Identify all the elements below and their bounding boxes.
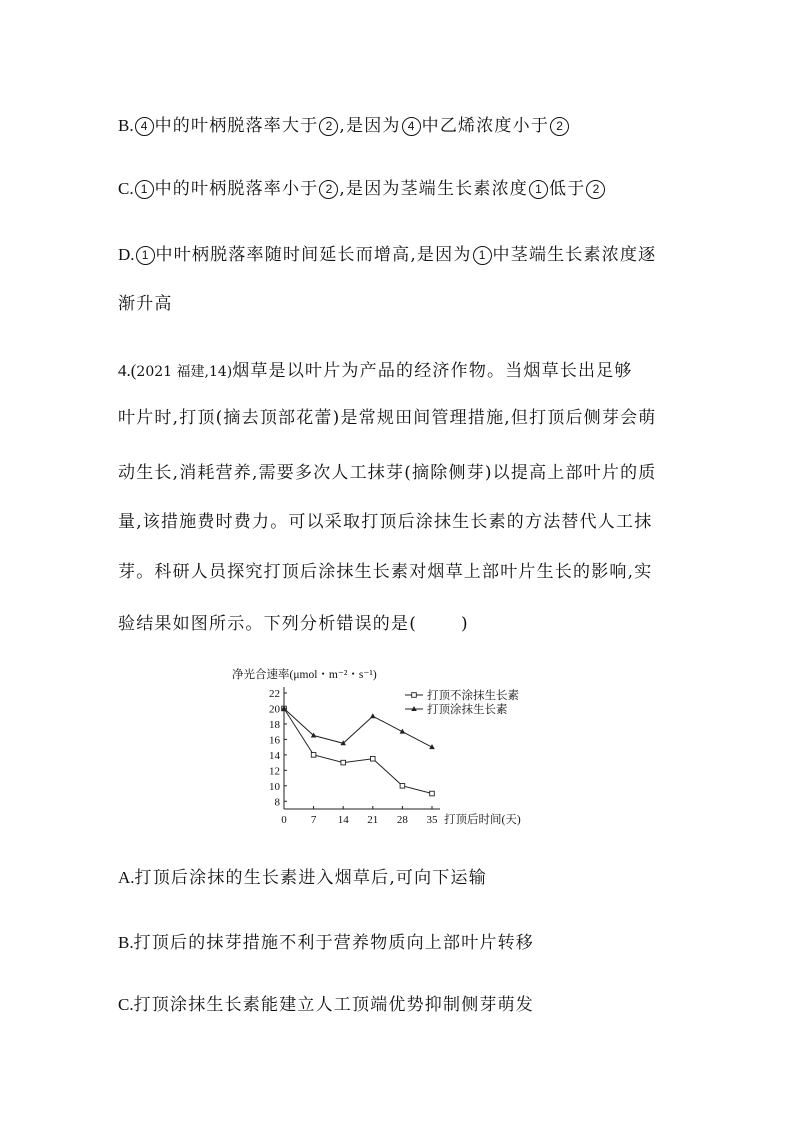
x-tick-label: 28 [396, 814, 408, 826]
series-line [284, 708, 432, 793]
data-point [400, 784, 405, 789]
line-chart [230, 662, 540, 827]
question-4-line-3: 动生长,消耗营养,需要多次人工抹芽(摘除侧芽)以提高上部叶片的质 [118, 463, 657, 483]
answer-c [118, 990, 534, 1015]
option-text: 中的叶柄脱落率小于 [154, 179, 319, 199]
y-tick-label: 20 [269, 703, 280, 716]
x-tick-label: 7 [310, 814, 317, 826]
option-b [118, 111, 570, 136]
option-text: ,是因为 [339, 116, 401, 136]
answer-text: 打顶后的抹芽措施不利于营养物质向上部叶片转移 [133, 933, 534, 953]
data-point [430, 791, 435, 796]
answer-label: B. [118, 933, 134, 952]
question-text: ) [461, 614, 469, 634]
data-point [370, 713, 376, 718]
y-tick-label: 18 [269, 718, 280, 731]
answer-text: 打顶涂抹生长素能建立人工顶端优势抑制侧芽萌发 [133, 995, 534, 1015]
y-tick-label: 10 [269, 780, 280, 793]
y-axis-title: 净光合速率(μmol・m⁻²・s⁻¹) [232, 669, 377, 681]
data-point [311, 753, 316, 758]
x-tick-label: 14 [337, 814, 349, 826]
answer-label: A. [118, 868, 135, 887]
answer-b [118, 928, 534, 953]
option-text: 低于 [549, 179, 586, 199]
question-4-line-2: 叶片时,打顶(摘去顶部花蕾)是常规田间管理措施,但打顶后侧芽会萌 [118, 408, 657, 428]
y-tick-label: 16 [269, 734, 280, 747]
question-text: 烟草是以叶片为产品的经济作物。当烟草长出足够 [232, 361, 633, 381]
option-d [118, 240, 656, 265]
answer-label: C. [118, 995, 134, 1014]
x-tick-label: 35 [426, 814, 438, 826]
legend-label: 打顶涂抹生长素 [427, 704, 508, 716]
circled-number: 1 [136, 246, 155, 265]
circled-number: 4 [402, 117, 421, 136]
legend-marker [412, 693, 417, 698]
option-c [118, 174, 606, 199]
question-source: 2021 福建,14) [136, 364, 233, 380]
circled-number: 2 [586, 180, 605, 199]
question-number: 4.( [118, 361, 137, 380]
circled-number: 2 [319, 180, 338, 199]
x-axis-title: 打顶后时间(天) [444, 814, 521, 826]
option-text: 中茎端生长素浓度逐 [492, 245, 657, 265]
data-point [341, 760, 346, 765]
option-label: D. [118, 245, 135, 264]
y-tick-label: 22 [269, 688, 280, 700]
circled-number: 2 [319, 117, 338, 136]
circled-number: 1 [135, 180, 154, 199]
option-text: 中乙烯浓度小于 [421, 116, 550, 136]
question-4-line-5: 芽。科研人员探究打顶后涂抹生长素对烟草上部叶片生长的影响,实 [118, 562, 653, 582]
y-tick-label: 14 [269, 749, 280, 762]
circled-number: 4 [135, 117, 154, 136]
option-label: C. [118, 179, 134, 198]
y-tick-label: 8 [274, 796, 280, 809]
y-tick-label: 12 [269, 765, 280, 778]
data-point [371, 756, 376, 761]
question-4-line-6 [118, 609, 469, 634]
option-text: 中的叶柄脱落率大于 [154, 116, 319, 136]
option-d-continued: 渐升高 [118, 294, 173, 314]
legend-label: 打顶不涂抹生长素 [427, 690, 519, 702]
x-tick-label: 0 [281, 814, 287, 826]
option-text: ,是因为茎端生长素浓度 [339, 179, 529, 199]
series-line [284, 708, 432, 747]
x-tick-label: 21 [367, 814, 379, 826]
option-label: B. [118, 116, 134, 135]
question-text: 验结果如图所示。下列分析错误的是( [118, 614, 418, 634]
answer-text: 打顶后涂抹的生长素进入烟草后,可向下运输 [134, 868, 487, 888]
circled-number: 1 [473, 246, 492, 265]
question-4-line-1 [118, 356, 633, 381]
circled-number: 1 [529, 180, 548, 199]
circled-number: 2 [550, 117, 569, 136]
option-text: 中叶柄脱落率随时间延长而增高,是因为 [155, 245, 472, 265]
question-4-line-4: 量,该措施费时费力。可以采取打顶后涂抹生长素的方法替代人工抹 [118, 512, 653, 532]
answer-a [118, 863, 487, 888]
